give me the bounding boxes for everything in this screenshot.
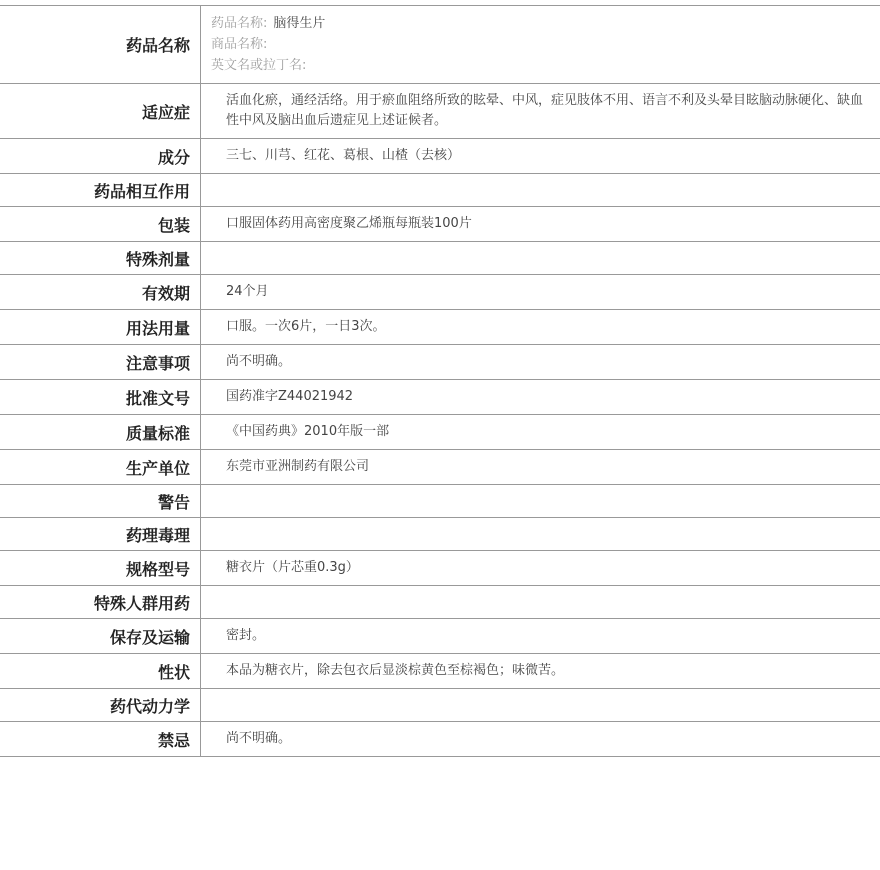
contraindications-row [0,722,880,757]
precautions-label: 注意事项 [0,345,201,379]
precautions-value: 尚不明确。 [226,354,292,369]
appearance-value: 本品为糖衣片，除去包衣后显淡棕黄色至棕褐色；味微苦。 [226,663,565,678]
usage-label: 用法用量 [0,310,201,344]
manufacturer-value: 东莞市亚洲制药有限公司 [226,459,370,474]
usage-row [0,310,880,345]
trade-name-line [211,34,267,55]
storage-row [0,619,880,654]
storage-label: 保存及运输 [0,619,201,653]
contraindications-label: 禁忌 [0,722,201,756]
special-population-value [201,586,880,618]
manufacturer-row [0,450,880,485]
drug-name-label: 药品名称 [0,6,201,83]
special-dosage-row [0,242,880,275]
english-name-line [211,55,306,76]
specification-value: 糖衣片（片芯重0.3g） [226,560,359,575]
generic-name-line [211,13,325,34]
indication-row [0,84,880,139]
warning-value [201,485,880,517]
ingredients-row [0,139,880,174]
appearance-label: 性状 [0,654,201,688]
english-name-key: 英文名或拉丁名: [211,58,307,73]
interactions-row [0,174,880,207]
interactions-value [201,174,880,206]
approval-number-value: 国药准字Z44021942 [226,389,354,404]
shelf-life-label: 有效期 [0,275,201,309]
generic-name-key: 药品名称: [211,16,268,31]
drug-name-row [0,6,880,84]
interactions-label: 药品相互作用 [0,174,201,206]
packaging-row [0,207,880,242]
packaging-label: 包装 [0,207,201,241]
ingredients-value: 三七、川芎、红花、葛根、山楂（去核） [226,148,461,163]
pharmacology-value [201,518,880,550]
approval-number-label: 批准文号 [0,380,201,414]
quality-standard-label: 质量标准 [0,415,201,449]
special-dosage-label: 特殊剂量 [0,242,201,274]
quality-standard-value: 《中国药典》2010年版一部 [226,424,390,439]
ingredients-label: 成分 [0,139,201,173]
contraindications-value: 尚不明确。 [226,731,292,746]
shelf-life-row [0,275,880,310]
indication-label: 适应症 [0,84,201,138]
drug-info-table [0,5,880,757]
pharmacokinetics-label: 药代动力学 [0,689,201,721]
precautions-row [0,345,880,380]
usage-value: 口服。一次6片，一日3次。 [226,319,386,334]
appearance-row [0,654,880,689]
special-dosage-value [201,242,880,274]
trade-name-key: 商品名称: [211,37,268,52]
storage-value: 密封。 [226,628,266,643]
special-population-label: 特殊人群用药 [0,586,201,618]
shelf-life-value: 24个月 [226,284,269,299]
generic-name-value: 脑得生片 [273,16,326,31]
indication-value: 活血化瘀，通经活络。用于瘀血阻络所致的眩晕、中风，症见肢体不用、语言不利及头晕目眩脑动脉硬化、缺血性中风及脑出血后遗症见上述证候者。 [226,93,864,128]
pharmacology-row [0,518,880,551]
manufacturer-label: 生产单位 [0,450,201,484]
quality-standard-row [0,415,880,450]
warning-label: 警告 [0,485,201,517]
warning-row [0,485,880,518]
approval-number-row [0,380,880,415]
pharmacokinetics-row [0,689,880,722]
special-population-row [0,586,880,619]
pharmacology-label: 药理毒理 [0,518,201,550]
drug-name-values [201,6,880,83]
packaging-value: 口服固体药用高密度聚乙烯瓶每瓶装100片 [226,216,472,231]
specification-label: 规格型号 [0,551,201,585]
pharmacokinetics-value [201,689,880,721]
specification-row [0,551,880,586]
